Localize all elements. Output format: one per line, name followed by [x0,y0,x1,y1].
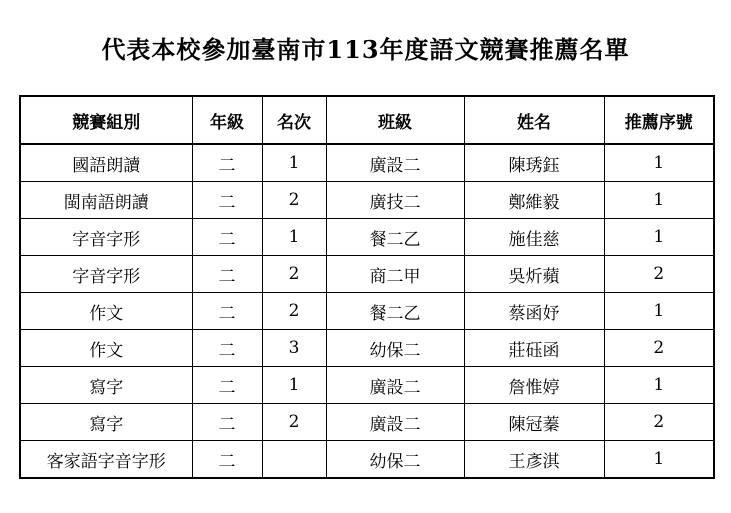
header-rank: 名次 [262,96,326,144]
document-title: 代表本校參加臺南市113年度語文競賽推薦名單 [101,35,630,64]
header-grade: 年級 [192,96,262,144]
cell-category: 字音字形 [20,256,192,293]
table-row [20,219,714,256]
cell-class: 幼保二 [326,330,464,367]
cell-category: 寫字 [20,404,192,441]
cell-class: 餐二乙 [326,293,464,330]
cell-rank: 2 [262,182,326,219]
cell-name: 詹惟婷 [464,367,604,404]
header-category: 競賽組別 [20,96,192,144]
cell-grade: 二 [192,404,262,441]
cell-recommend-no: 2 [604,256,714,293]
cell-rank: 1 [262,219,326,256]
cell-grade: 二 [192,256,262,293]
table-row [20,256,714,293]
cell-grade: 二 [192,182,262,219]
cell-rank: 2 [262,293,326,330]
cell-recommend-no: 2 [604,404,714,441]
cell-name: 王彥淇 [464,441,604,479]
cell-category: 字音字形 [20,219,192,256]
cell-recommend-no: 1 [604,144,714,182]
cell-category: 作文 [20,293,192,330]
cell-recommend-no: 1 [604,182,714,219]
cell-name: 陳冠蓁 [464,404,604,441]
cell-grade: 二 [192,293,262,330]
cell-name: 蔡函妤 [464,293,604,330]
cell-name: 莊砡函 [464,330,604,367]
cell-grade: 二 [192,144,262,182]
cell-category: 作文 [20,330,192,367]
cell-category: 客家語字音字形 [20,441,192,479]
table-row [20,367,714,404]
cell-recommend-no: 2 [604,330,714,367]
cell-recommend-no: 1 [604,219,714,256]
header-name: 姓名 [464,96,604,144]
cell-rank: 1 [262,144,326,182]
table-row [20,293,714,330]
cell-grade: 二 [192,330,262,367]
cell-grade: 二 [192,367,262,404]
cell-name: 鄭維毅 [464,182,604,219]
recommendation-table [19,95,715,479]
cell-recommend-no: 1 [604,293,714,330]
cell-class: 廣設二 [326,404,464,441]
table-row [20,441,714,479]
header-recommend-no: 推薦序號 [604,96,714,144]
cell-name: 吳炘蘋 [464,256,604,293]
cell-class: 餐二乙 [326,219,464,256]
cell-rank: 2 [262,256,326,293]
cell-class: 廣設二 [326,367,464,404]
cell-category: 國語朗讀 [20,144,192,182]
cell-recommend-no: 1 [604,441,714,479]
table-row [20,144,714,182]
cell-class: 廣技二 [326,182,464,219]
cell-rank [262,441,326,479]
cell-category: 閩南語朗讀 [20,182,192,219]
cell-class: 幼保二 [326,441,464,479]
table-row [20,404,714,441]
cell-class: 商二甲 [326,256,464,293]
header-class: 班級 [326,96,464,144]
cell-recommend-no: 1 [604,367,714,404]
cell-rank: 1 [262,367,326,404]
table-row [20,182,714,219]
cell-name: 施佳慈 [464,219,604,256]
table-row [20,330,714,367]
cell-rank: 3 [262,330,326,367]
table-header-row [20,96,714,144]
cell-grade: 二 [192,441,262,479]
cell-class: 廣設二 [326,144,464,182]
cell-name: 陳琇鈺 [464,144,604,182]
cell-category: 寫字 [20,367,192,404]
cell-rank: 2 [262,404,326,441]
cell-grade: 二 [192,219,262,256]
